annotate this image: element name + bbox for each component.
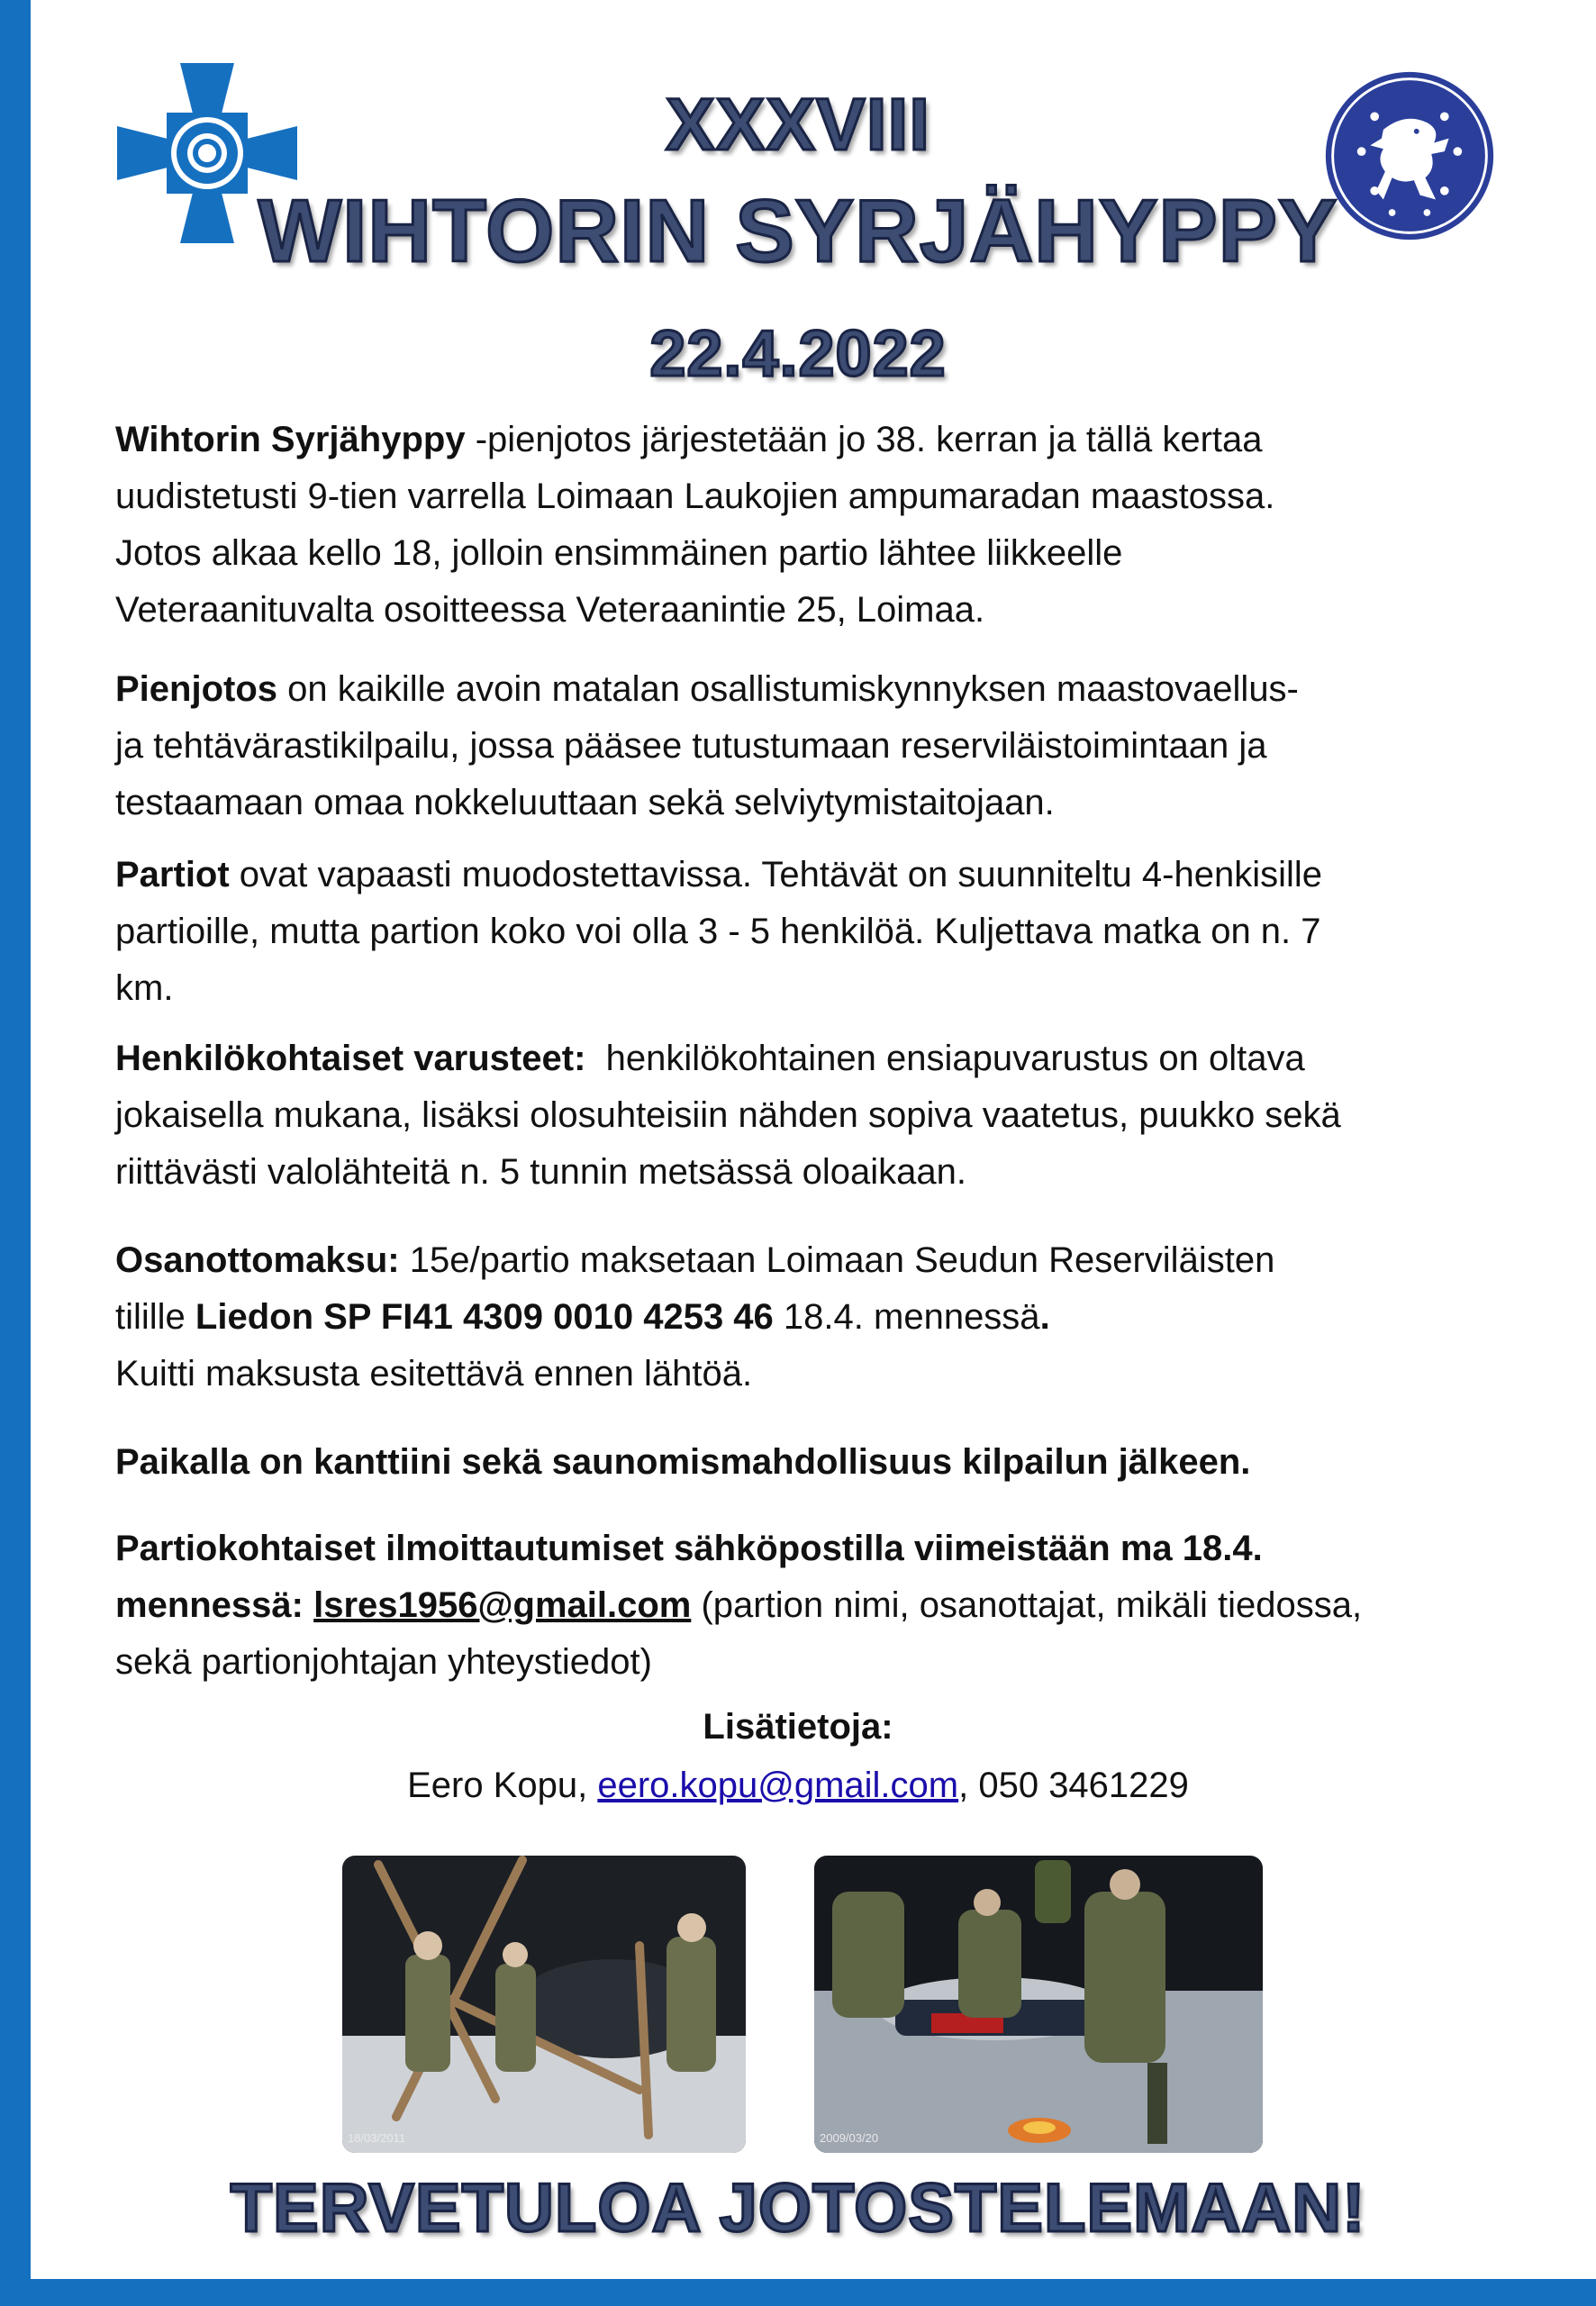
kanttiini-text: Paikalla on kanttiini sekä saunomismahdollisuus kilpailun jälkeen.	[115, 1442, 1251, 1482]
paragraph-pienjotos	[115, 661, 1484, 831]
paragraph-kanttiini	[115, 1434, 1484, 1491]
partiot-line-2: partioille, mutta partion koko voi olla 3 - 5 henkilöä. Kuljettava matka on n. 7	[115, 912, 1321, 951]
partiot-line-3: km.	[115, 968, 174, 1008]
osanottomaksu-line-2a: tilille	[115, 1297, 195, 1337]
partiot-bold: Partiot	[115, 855, 230, 894]
ilmoittautumiset-mennessa: mennessä:	[115, 1585, 314, 1625]
varusteet-bold: Henkilökohtaiset varusteet:	[115, 1039, 586, 1078]
paragraph-intro	[115, 412, 1484, 639]
contact-name: Eero Kopu,	[407, 1766, 598, 1805]
varusteet-line-1: henkilökohtainen ensiapuvarustus on oltava	[585, 1039, 1305, 1078]
ilmoittautumiset-line-3: sekä partionjohtajan yhteystiedot)	[115, 1642, 652, 1682]
paragraph-osanottomaksu	[115, 1232, 1484, 1403]
edition-number: XXXVIII	[665, 84, 931, 166]
page-frame-bottom	[0, 2279, 1596, 2306]
osanottomaksu-line-2b: 18.4. mennessä	[773, 1297, 1040, 1337]
registration-email-link[interactable]: lsres1956@gmail.com	[313, 1585, 692, 1625]
contact-heading-text: Lisätietoja:	[703, 1707, 893, 1747]
pienjotos-line-3: testaamaan omaa nokkeluuttaan sekä selviytymistaitojaan.	[115, 783, 1055, 822]
contact-line	[0, 1757, 1596, 1814]
osanottomaksu-dot: .	[1039, 1297, 1050, 1337]
paragraph-partiot	[115, 847, 1484, 1017]
paragraph-ilmoittautumiset	[115, 1521, 1484, 1691]
ilmoittautumiset-line-1: Partiokohtaiset ilmoittautumiset sähköpostilla viimeistään ma 18.4.	[115, 1529, 1263, 1568]
intro-line-1: -pienjotos järjestetään jo 38. kerran ja tällä kertaa	[465, 420, 1263, 459]
contact-email-link[interactable]: eero.kopu@gmail.com	[597, 1766, 959, 1805]
varusteet-line-2: jokaisella mukana, lisäksi olosuhteisiin nähden sopiva vaatetus, puukko sekä	[115, 1095, 1341, 1135]
ilmoittautumiset-rest: (partion nimi, osanottajat, mikäli tiedossa,	[691, 1585, 1363, 1625]
pienjotos-line-2: ja tehtävärastikilpailu, jossa pääsee tutustumaan reserviläistoimintaan ja	[115, 726, 1267, 766]
paragraph-varusteet	[115, 1030, 1484, 1201]
photo1-date-stamp: 18/03/2011	[348, 2131, 406, 2145]
osanottomaksu-line-1: 15e/partio maksetaan Loimaan Seudun Reserviläisten	[399, 1240, 1275, 1280]
intro-line-4: Veteraanituvalta osoitteessa Veteraanintie 25, Loimaa.	[115, 590, 985, 630]
photo-pole-task	[342, 1856, 746, 2153]
event-title: WIHTORIN SYRJÄHYPPY	[258, 181, 1338, 280]
intro-bold: Wihtorin Syrjähyppy	[115, 420, 466, 459]
intro-line-2: uudistetusti 9-tien varrella Loimaan Laukojien ampumaradan maastossa.	[115, 477, 1275, 516]
intro-line-3: Jotos alkaa kello 18, jolloin ensimmäinen partio lähtee liikkeelle	[115, 533, 1123, 573]
welcome-slogan: TERVETULOA JOTOSTELEMAAN!	[230, 2170, 1366, 2247]
photo2-date-stamp: 2009/03/20	[820, 2131, 879, 2145]
osanottomaksu-bold: Osanottomaksu:	[115, 1240, 400, 1280]
pienjotos-line-1: on kaikille avoin matalan osallistumiskynnyksen maastovaellus-	[277, 669, 1299, 709]
event-date: 22.4.2022	[649, 318, 947, 390]
photo-first-aid-task	[814, 1856, 1263, 2153]
contact-phone: , 050 3461229	[958, 1766, 1189, 1805]
pienjotos-bold: Pienjotos	[115, 669, 278, 709]
osanottomaksu-line-3: Kuitti maksusta esitettävä ennen lähtöä.	[115, 1354, 753, 1394]
contact-heading	[0, 1699, 1596, 1756]
varusteet-line-3: riittävästi valolähteitä n. 5 tunnin metsässä oloaikaan.	[115, 1152, 966, 1192]
partiot-line-1: ovat vapaasti muodostettavissa. Tehtävät on suunniteltu 4-henkisille	[229, 855, 1323, 894]
bank-account: Liedon SP FI41 4309 0010 4253 46	[195, 1297, 774, 1337]
